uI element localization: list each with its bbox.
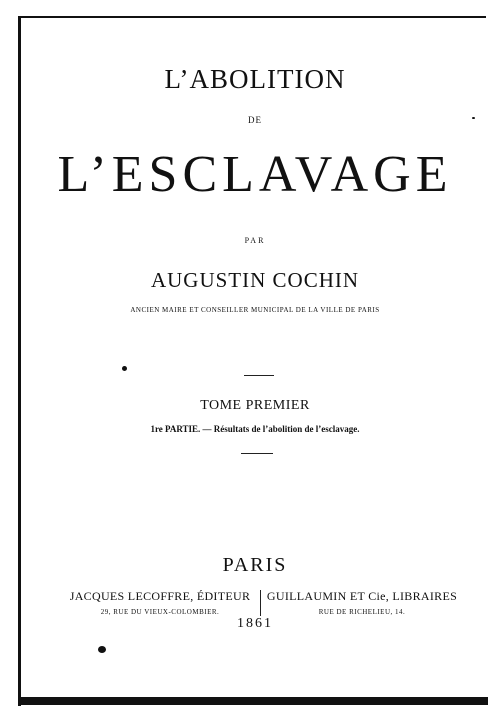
tome-label: TOME PREMIER [200, 398, 310, 413]
author-title: ANCIEN MAIRE ET CONSEILLER MUNICIPAL DE LA VILLE DE PARIS [130, 306, 380, 314]
imprint-left [60, 589, 260, 616]
ink-speck [98, 646, 106, 653]
imprint-divider [260, 590, 261, 616]
title-line-1: L’ABOLITION [164, 64, 346, 94]
left-publisher: JACQUES LECOFFRE, ÉDITEUR [69, 589, 251, 603]
page-edge-top [18, 16, 486, 18]
page-edge-left [18, 16, 21, 706]
ink-speck [122, 366, 127, 371]
title-connector: DE [248, 115, 262, 125]
left-address: 29, RUE DU VIEUX-COLOMBIER. [100, 608, 220, 616]
publication-year: 1861 [237, 616, 273, 631]
imprint-city: PARIS [222, 554, 288, 576]
right-publisher: GUILLAUMIN ET Cie, LIBRAIRES [266, 589, 458, 603]
partie-label: 1re PARTIE. — Résultats de l’abolition de l’esclavage. [150, 424, 360, 434]
title-line-2: L’ESCLAVAGE [57, 146, 453, 203]
right-address: RUE DE RICHELIEU, 14. [318, 608, 406, 616]
author-name: AUGUSTIN COCHIN [150, 268, 360, 292]
ornamental-rule [244, 375, 274, 376]
page-edge-bottom [18, 697, 488, 705]
imprint-right [262, 589, 462, 616]
byline-par: PAR [244, 236, 266, 245]
ink-speck [472, 117, 475, 119]
ornamental-rule [241, 453, 273, 454]
